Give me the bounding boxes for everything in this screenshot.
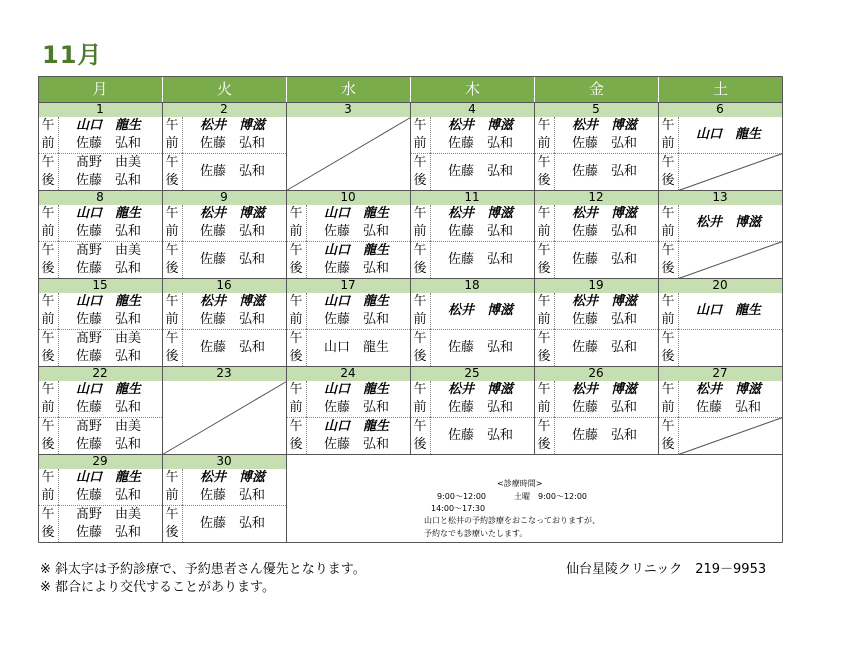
doctor-name-reserved: 松井 博滋: [448, 303, 514, 318]
doctor-name-reserved: 松井 博滋: [200, 294, 266, 309]
doctor-name: 佐藤 弘和: [448, 136, 514, 151]
pm-label: 午 後: [410, 417, 431, 454]
doctor-name: 髙野 由美: [76, 418, 142, 434]
day-number: 4: [410, 102, 534, 117]
doctor-name: 佐藤 弘和: [448, 163, 514, 179]
doctor-name-reserved: 山口 龍生: [76, 470, 142, 485]
day-number: 22: [38, 366, 162, 381]
doctor-name: 佐藤 弘和: [200, 339, 266, 355]
pm-label: 午 後: [38, 417, 59, 454]
doctor-name: 佐藤 弘和: [76, 436, 142, 452]
doctor-name: 佐藤 弘和: [448, 251, 514, 267]
day-number: 29: [38, 454, 162, 469]
doctor-name-reserved: 山口 龍生: [76, 382, 142, 397]
doctor-name-reserved: 山口 龍生: [76, 294, 142, 309]
closed-diagonal: [679, 418, 783, 455]
doctor-name: 髙野 由美: [76, 242, 142, 258]
am-label: 午 前: [162, 293, 183, 329]
day-number: 19: [534, 278, 658, 293]
pm-label: 午 後: [162, 329, 183, 366]
doctor-name: 佐藤 弘和: [76, 312, 142, 327]
doctor-name-reserved: 松井 博滋: [572, 206, 638, 221]
doctor-name-reserved: 松井 博滋: [696, 382, 762, 397]
weekday-header: 土: [658, 76, 782, 102]
doctor-name: 佐藤 弘和: [76, 524, 142, 540]
closed-diagonal: [679, 154, 783, 191]
doctor-name-reserved: 松井 博滋: [200, 470, 266, 485]
closed-diagonal: [679, 242, 783, 279]
day-number: 30: [162, 454, 286, 469]
pm-label: 午 後: [38, 329, 59, 366]
day-number: 25: [410, 366, 534, 381]
doctor-name: 髙野 由美: [76, 506, 142, 522]
day-number: 12: [534, 190, 658, 205]
day-number: 20: [658, 278, 782, 293]
doctor-name-reserved: 山口 龍生: [696, 127, 762, 142]
pm-label: 午 後: [286, 417, 307, 454]
doctor-name: 佐藤 弘和: [76, 488, 142, 503]
doctor-name-reserved: 松井 博滋: [572, 382, 638, 397]
am-label: 午 前: [38, 381, 59, 417]
hours-title: <診療時間>: [497, 479, 543, 488]
am-label: 午 前: [38, 117, 59, 153]
am-label: 午 前: [658, 205, 679, 241]
am-label: 午 前: [410, 381, 431, 417]
doctor-name: 佐藤 弘和: [448, 339, 514, 355]
pm-label: 午 後: [38, 153, 59, 190]
pm-label: 午 後: [410, 241, 431, 278]
day-number: 11: [410, 190, 534, 205]
doctor-name-reserved: 山口 龍生: [324, 242, 390, 258]
doctor-name: 佐藤 弘和: [200, 136, 266, 151]
day-number: 17: [286, 278, 410, 293]
doctor-name-reserved: 山口 龍生: [76, 118, 142, 133]
day-number: 24: [286, 366, 410, 381]
day-number: 27: [658, 366, 782, 381]
doctor-name: 髙野 由美: [76, 154, 142, 170]
day-number: 15: [38, 278, 162, 293]
doctor-name: 佐藤 弘和: [448, 427, 514, 443]
doctor-name: 佐藤 弘和: [200, 224, 266, 239]
doctor-name: 山口 龍生: [324, 339, 390, 355]
day-number: 8: [38, 190, 162, 205]
am-label: 午 前: [38, 205, 59, 241]
am-label: 午 前: [286, 293, 307, 329]
am-label: 午 前: [410, 117, 431, 153]
hours-weekday-pm: 14:00～17:30: [431, 504, 486, 513]
doctor-name: 佐藤 弘和: [572, 312, 638, 327]
doctor-name: 佐藤 弘和: [324, 312, 390, 327]
clinic-name-phone: 仙台星陵クリニック 219－9953: [566, 562, 767, 577]
doctor-name: 佐藤 弘和: [324, 400, 390, 415]
am-label: 午 前: [286, 381, 307, 417]
day-number: 16: [162, 278, 286, 293]
am-label: 午 前: [38, 293, 59, 329]
pm-label: 午 後: [162, 153, 183, 190]
day-number: 23: [162, 366, 286, 381]
am-label: 午 前: [286, 205, 307, 241]
day-number: 1: [38, 102, 162, 117]
am-label: 午 前: [534, 381, 555, 417]
doctor-name-reserved: 山口 龍生: [324, 294, 390, 309]
doctor-name-reserved: 山口 龍生: [324, 382, 390, 397]
day-number: 10: [286, 190, 410, 205]
am-label: 午 前: [658, 117, 679, 153]
pm-label: 午 後: [534, 241, 555, 278]
weekday-header: 水: [286, 76, 410, 102]
pm-label: 午 後: [38, 241, 59, 278]
pm-label: 午 後: [38, 505, 59, 542]
calendar-grid: [38, 76, 782, 542]
pm-label: 午 後: [658, 417, 679, 454]
day-number: 3: [286, 102, 410, 117]
doctor-name-reserved: 山口 龍生: [76, 206, 142, 221]
page-title: 11月: [42, 41, 103, 69]
grid-lines: [38, 76, 783, 543]
pm-label: 午 後: [410, 329, 431, 366]
weekday-header: 月: [38, 76, 162, 102]
doctor-name: 佐藤 弘和: [76, 260, 142, 276]
pm-label: 午 後: [658, 329, 679, 366]
weekday-header: 木: [410, 76, 534, 102]
day-number: 5: [534, 102, 658, 117]
am-label: 午 前: [534, 293, 555, 329]
note-italic-reservation: ※ 斜太字は予約診療で、予約患者さん優先となります。: [40, 562, 366, 577]
doctor-name: 佐藤 弘和: [200, 251, 266, 267]
am-label: 午 前: [38, 469, 59, 505]
day-number: 13: [658, 190, 782, 205]
doctor-name: 佐藤 弘和: [76, 348, 142, 364]
doctor-name: 佐藤 弘和: [572, 163, 638, 179]
weekday-header: 火: [162, 76, 286, 102]
doctor-name: 佐藤 弘和: [572, 400, 638, 415]
day-number: 18: [410, 278, 534, 293]
doctor-name: 佐藤 弘和: [572, 339, 638, 355]
note-substitution: ※ 都合により交代することがあります。: [40, 580, 275, 595]
doctor-name-reserved: 松井 博滋: [572, 294, 638, 309]
doctor-name-reserved: 松井 博滋: [200, 206, 266, 221]
closed-diagonal: [163, 382, 287, 455]
doctor-name-reserved: 松井 博滋: [200, 118, 266, 133]
am-label: 午 前: [534, 117, 555, 153]
closed-diagonal: [287, 118, 411, 191]
doctor-name-reserved: 山口 龍生: [696, 303, 762, 318]
am-label: 午 前: [162, 205, 183, 241]
pm-label: 午 後: [658, 241, 679, 278]
am-label: 午 前: [410, 293, 431, 329]
doctor-name: 佐藤 弘和: [696, 400, 762, 415]
doctor-name: 佐藤 弘和: [324, 436, 390, 452]
am-label: 午 前: [658, 293, 679, 329]
doctor-name: 佐藤 弘和: [572, 251, 638, 267]
doctor-name: 佐藤 弘和: [200, 163, 266, 179]
doctor-name: 佐藤 弘和: [200, 312, 266, 327]
doctor-name-reserved: 松井 博滋: [448, 118, 514, 133]
doctor-name: 佐藤 弘和: [448, 224, 514, 239]
doctor-name-reserved: 山口 龍生: [324, 206, 390, 221]
pm-label: 午 後: [534, 329, 555, 366]
pm-label: 午 後: [410, 153, 431, 190]
pm-label: 午 後: [534, 153, 555, 190]
hours-weekday-am: 9:00～12:00: [437, 492, 487, 501]
doctor-name-reserved: 松井 博滋: [572, 118, 638, 133]
pm-label: 午 後: [534, 417, 555, 454]
day-number: 2: [162, 102, 286, 117]
pm-label: 午 後: [658, 153, 679, 190]
am-label: 午 前: [658, 381, 679, 417]
doctor-name: 佐藤 弘和: [572, 136, 638, 151]
doctor-name: 佐藤 弘和: [76, 136, 142, 151]
pm-label: 午 後: [286, 329, 307, 366]
weekday-header: 金: [534, 76, 658, 102]
doctor-name: 佐藤 弘和: [76, 400, 142, 415]
day-number: 6: [658, 102, 782, 117]
pm-label: 午 後: [162, 505, 183, 542]
doctor-name-reserved: 松井 博滋: [448, 382, 514, 397]
doctor-name: 佐藤 弘和: [324, 224, 390, 239]
doctor-name: 佐藤 弘和: [200, 488, 266, 503]
doctor-name: 佐藤 弘和: [76, 224, 142, 239]
am-label: 午 前: [534, 205, 555, 241]
doctor-name-reserved: 山口 龍生: [324, 418, 390, 434]
doctor-name: 佐藤 弘和: [572, 224, 638, 239]
doctor-name: 佐藤 弘和: [572, 427, 638, 443]
pm-label: 午 後: [286, 241, 307, 278]
hours-notice-1: 山口と松井の予約診療をおこなっておりますが、: [424, 516, 600, 525]
am-label: 午 前: [162, 469, 183, 505]
am-label: 午 前: [162, 117, 183, 153]
doctor-name: 佐藤 弘和: [200, 515, 266, 531]
doctor-name-reserved: 松井 博滋: [448, 206, 514, 221]
day-number: 9: [162, 190, 286, 205]
day-number: 26: [534, 366, 658, 381]
pm-label: 午 後: [162, 241, 183, 278]
doctor-name: 髙野 由美: [76, 330, 142, 346]
doctor-name: 佐藤 弘和: [448, 400, 514, 415]
hours-notice-2: 予約なでも診療いたします。: [424, 529, 528, 538]
doctor-name-reserved: 松井 博滋: [696, 215, 762, 230]
am-label: 午 前: [410, 205, 431, 241]
doctor-name: 佐藤 弘和: [76, 172, 142, 188]
doctor-name: 佐藤 弘和: [324, 260, 390, 276]
hours-saturday: 土曜 9:00～12:00: [514, 492, 588, 501]
